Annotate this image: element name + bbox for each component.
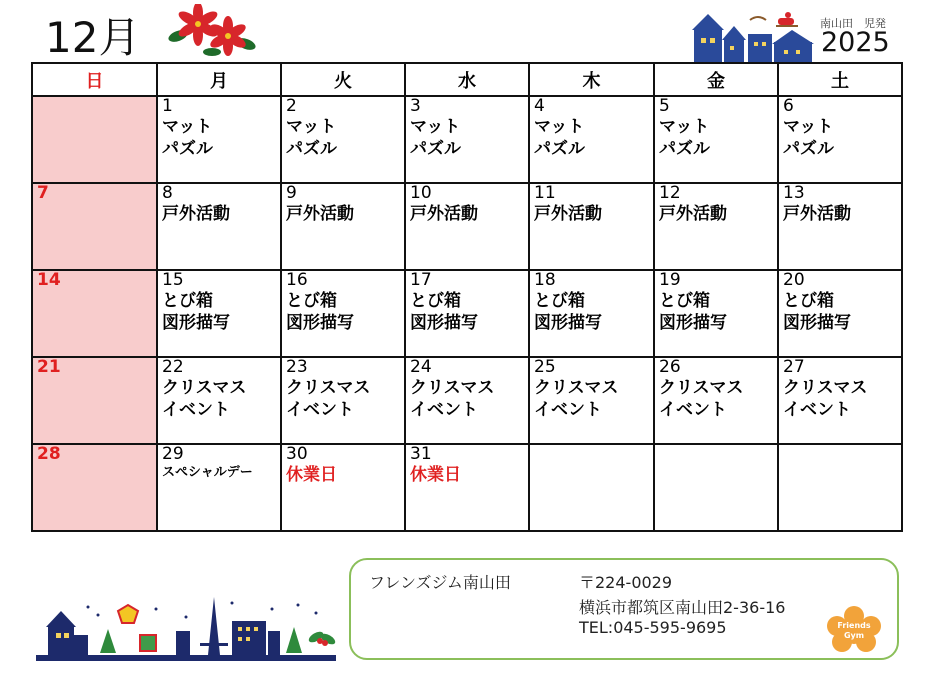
day-cell-sat [778,444,902,531]
event-label: 戸外活動 [659,204,727,224]
event-label: イベント [286,400,354,420]
day-cell-sat [778,183,902,270]
day-cell-fri [654,270,778,357]
event-label: パズル [783,139,834,159]
event-label: クリスマス [410,378,495,398]
christmas-town-illustration [36,595,336,663]
day-cell-wed [405,444,529,531]
day-cell-fri [654,357,778,444]
day-cell-thu [529,270,654,357]
weekday-header-fri: 金 [654,63,778,96]
calendar-week-row [32,444,902,531]
calendar-week-row [32,96,902,183]
contact-box [349,558,899,660]
event-label: 図形描写 [286,313,354,333]
weekday-header-row [32,63,902,96]
day-cell-thu [529,96,654,183]
event-label: パズル [659,139,710,159]
day-number: 7 [37,183,49,203]
weekday-header-tue: 火 [281,63,405,96]
event-label: イベント [410,400,478,420]
calendar-week-row [32,183,902,270]
day-cell-tue [281,183,405,270]
event-label: 休業日 [410,465,461,485]
event-label: パズル [286,139,337,159]
day-cell-mon [157,96,281,183]
event-label: とび箱 [783,291,834,311]
event-label: 図形描写 [783,313,851,333]
day-number: 30 [286,444,308,464]
day-number: 31 [410,444,432,464]
day-number: 14 [37,270,61,290]
day-number: 29 [162,444,184,464]
day-number: 22 [162,357,184,377]
friends-gym-logo [826,606,882,652]
day-cell-tue [281,270,405,357]
event-label: とび箱 [286,291,337,311]
phone-number: TEL:045-595-9695 [579,618,727,637]
svg-text:Gym: Gym [843,631,865,640]
calendar-week-row [32,357,902,444]
day-number: 24 [410,357,432,377]
event-label: とび箱 [534,291,585,311]
event-label: イベント [534,400,602,420]
event-label: 戸外活動 [410,204,478,224]
day-cell-thu [529,357,654,444]
event-label: 図形描写 [410,313,478,333]
day-cell-wed [405,270,529,357]
santa-sleigh-icon [750,12,798,26]
event-label: 休業日 [286,465,337,485]
day-cell-fri [654,444,778,531]
day-cell-mon [157,357,281,444]
event-label: クリスマス [659,378,744,398]
day-number: 25 [534,357,556,377]
day-number: 1 [162,96,173,116]
event-label: 図形描写 [534,313,602,333]
day-number: 28 [37,444,61,464]
day-cell-sun [32,270,157,357]
day-number: 12 [659,183,681,203]
event-label: 戸外活動 [783,204,851,224]
day-number: 18 [534,270,556,290]
event-label: マット [659,117,710,137]
event-label: イベント [659,400,727,420]
day-cell-sat [778,96,902,183]
calendar-grid [31,62,903,532]
weekday-header-sun: 日 [32,63,157,96]
event-label: パズル [410,139,461,159]
day-cell-mon [157,183,281,270]
day-number: 5 [659,96,670,116]
day-number: 15 [162,270,184,290]
calendar-body [32,96,902,531]
event-label: クリスマス [783,378,868,398]
weekday-header-wed: 水 [405,63,529,96]
day-number: 27 [783,357,805,377]
weekday-header-sat: 土 [778,63,902,96]
event-label: マット [783,117,834,137]
event-label: マット [410,117,461,137]
event-label: とび箱 [410,291,461,311]
event-label: クリスマス [286,378,371,398]
day-number: 3 [410,96,421,116]
day-cell-sun [32,96,157,183]
day-cell-fri [654,183,778,270]
day-cell-fri [654,96,778,183]
event-label: パズル [162,139,213,159]
calendar-week-row [32,270,902,357]
day-cell-thu [529,183,654,270]
weekday-header-mon: 月 [157,63,281,96]
day-number: 4 [534,96,545,116]
day-cell-tue [281,96,405,183]
day-number: 26 [659,357,681,377]
event-label: 図形描写 [162,313,230,333]
day-cell-mon [157,444,281,531]
event-label: 戸外活動 [534,204,602,224]
day-number: 20 [783,270,805,290]
event-label: マット [162,117,213,137]
event-label: 戸外活動 [162,204,230,224]
day-cell-wed [405,357,529,444]
postal-code: 〒224-0029 [579,573,673,592]
day-number: 17 [410,270,432,290]
day-number: 6 [783,96,794,116]
event-label: クリスマス [534,378,619,398]
day-number: 16 [286,270,308,290]
day-cell-sun [32,183,157,270]
event-label: パズル [534,139,585,159]
day-cell-tue [281,444,405,531]
day-number: 21 [37,357,61,377]
day-number: 23 [286,357,308,377]
day-number: 2 [286,96,297,116]
svg-text:Friends: Friends [837,621,871,630]
event-label: 戸外活動 [286,204,354,224]
day-cell-mon [157,270,281,357]
poinsettia-icon [168,4,256,58]
day-number: 10 [410,183,432,203]
year-label: 2025 [821,27,890,58]
month-title: 12月 [45,13,141,62]
event-label: イベント [783,400,851,420]
day-cell-sat [778,270,902,357]
event-label: マット [534,117,585,137]
day-number: 13 [783,183,805,203]
classroom-label: 南山田 児発 [820,17,886,30]
day-cell-tue [281,357,405,444]
day-cell-thu [529,444,654,531]
event-label: マット [286,117,337,137]
event-label: イベント [162,400,230,420]
event-label: とび箱 [162,291,213,311]
night-town-icon [692,8,814,62]
day-cell-sat [778,357,902,444]
facility-name: フレンズジム南山田 [369,573,511,592]
day-number: 11 [534,183,556,203]
event-label: クリスマス [162,378,247,398]
day-number: 9 [286,183,297,203]
event-label: とび箱 [659,291,710,311]
day-number: 8 [162,183,173,203]
weekday-header-thu: 木 [529,63,654,96]
day-cell-sun [32,444,157,531]
day-cell-wed [405,183,529,270]
event-label: 図形描写 [659,313,727,333]
address: 横浜市都筑区南山田2-36-16 [579,598,786,617]
event-label: スペシャルデー [162,465,253,480]
day-number: 19 [659,270,681,290]
day-cell-sun [32,357,157,444]
day-cell-wed [405,96,529,183]
